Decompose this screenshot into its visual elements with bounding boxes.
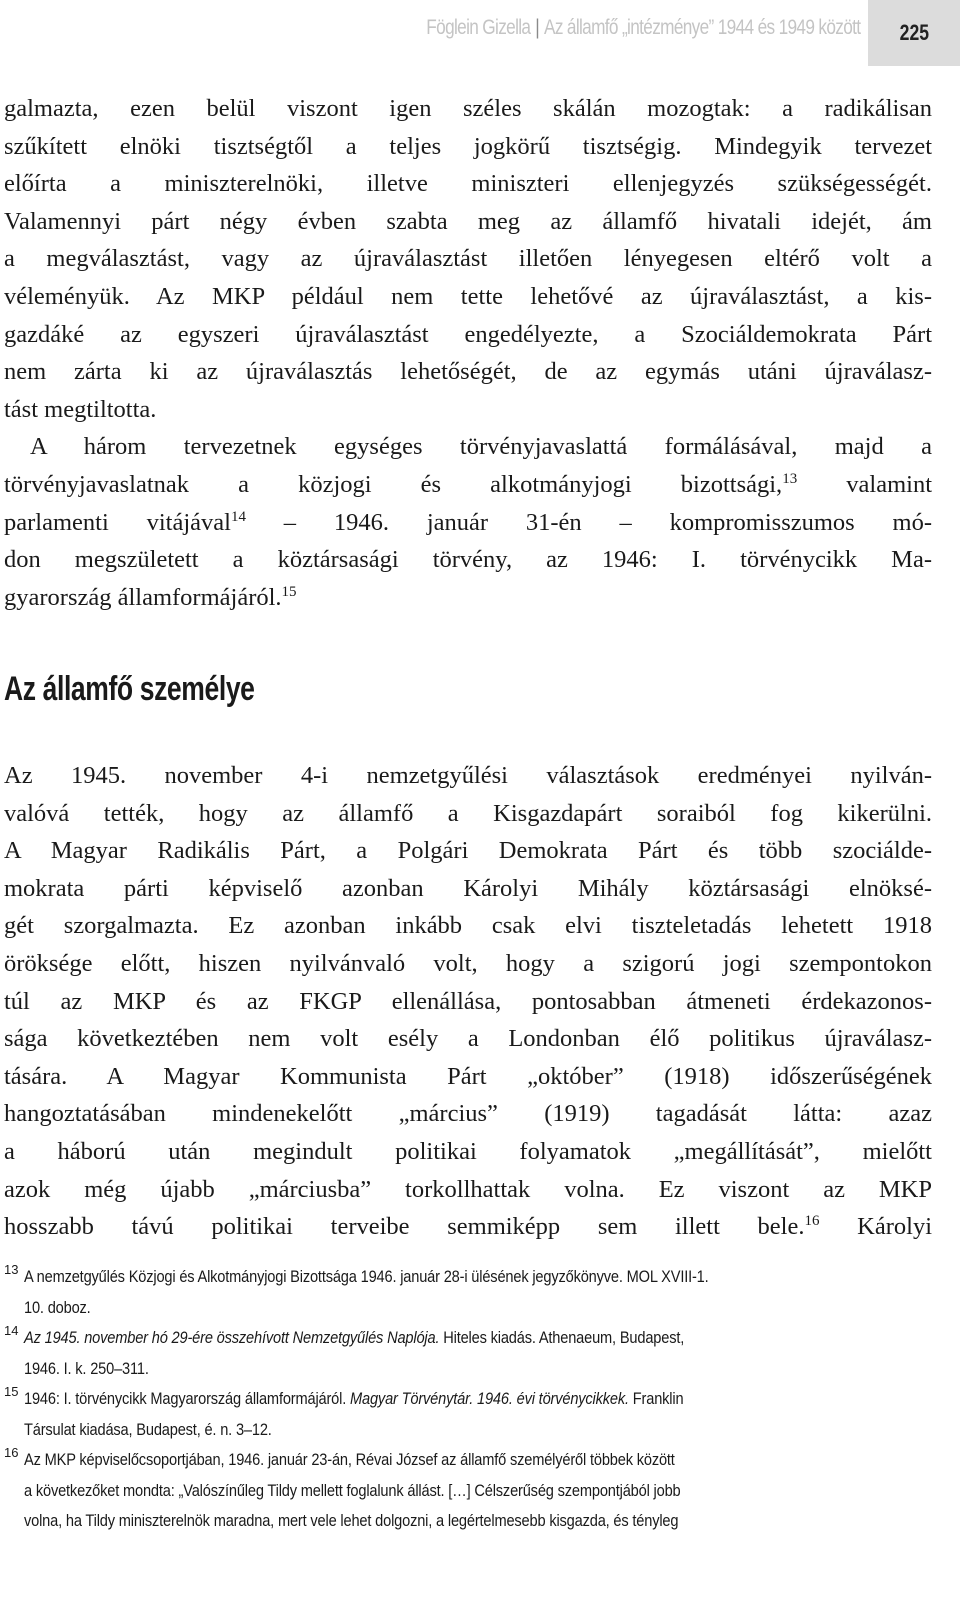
- footnote-16: [4, 1445, 938, 1537]
- text-line: A három tervezetnek egységes törvényjavaslattá formálásával, majd a: [30, 433, 932, 461]
- text-line: valóvá tették, hogy az államfő a Kisgazdapárt soraiból fog kikerülni.: [4, 799, 932, 827]
- text-segment: hosszabb távú politikai terveibe semmiképp sem illett bele.: [4, 1213, 805, 1241]
- text-line: gazdáké az egyszeri újraválasztást engedélyezte, a Szociáldemokrata Párt: [4, 320, 932, 348]
- text-segment: gyarország államformájáról.: [4, 583, 282, 611]
- page-number: 225: [899, 20, 929, 45]
- text-segment: valamint: [797, 470, 933, 498]
- footnote-line: Az MKP képviselőcsoportjában, 1946. január 23-án, Révai József az államfő személyéről többek között: [24, 1450, 675, 1469]
- footnote-line: a következőket mondta: „Valószínűleg Tildy mellett foglalunk állást. […] Célszerűség szempontjából jobb: [24, 1480, 681, 1500]
- footnote-ref-16[interactable]: 16: [804, 1213, 820, 1230]
- footnote-line: volna, ha Tildy miniszterelnök maradna, mert vele lehet dolgozni, a legértelmesebb kisgazda, és tényleg: [24, 1511, 679, 1530]
- footnote-number: 13: [4, 1262, 19, 1277]
- footnote-line: 10. doboz.: [24, 1297, 91, 1317]
- text-line: előírta a miniszterelnöki, illetve miniszteri ellenjegyzés szükségességét.: [4, 170, 932, 198]
- header-author: Föglein Gizella: [425, 16, 530, 39]
- footnote-line: Társulat kiadása, Budapest, é. n. 3–12.: [24, 1419, 272, 1439]
- footnote-15: [4, 1384, 938, 1445]
- text-line: tást megtiltotta.: [4, 395, 157, 423]
- page-number-box: [868, 0, 960, 66]
- footnote-14: [4, 1323, 938, 1384]
- paragraph-1: [4, 90, 932, 428]
- footnote-13: [4, 1262, 938, 1323]
- paragraph-2: [4, 428, 932, 616]
- text-line: Az 1945. november 4-i nemzetgyűlési választások eredményei nyilván-: [4, 762, 932, 789]
- footnote-text: Hiteles kiadás. Athenaeum, Budapest,: [439, 1328, 685, 1347]
- footnote-text: 1946: I. törvénycikk Magyarország államformájáról.: [24, 1389, 351, 1408]
- text-segment: parlamenti vitájával: [4, 508, 231, 536]
- footnote-number: 16: [4, 1445, 19, 1460]
- footnote-italic-title: Az 1945. november hó 29-ére összehívott Nemzetgyűlés Naplója.: [24, 1328, 440, 1347]
- text-line: [4, 1208, 932, 1246]
- text-line: sága következtében nem volt esély a Londonban élő politikus újraválasz-: [4, 1025, 932, 1053]
- text-line: öröksége előtt, hiszen nyilvánvaló volt, hogy a szigorú jogi szempontokon: [4, 949, 932, 977]
- text-line: a megválasztást, vagy az újraválasztást illetően lényegesen eltérő volt a: [4, 245, 932, 273]
- text-line: nem zárta ki az újraválasztás lehetőségét, de az egymás utáni újraválasz-: [4, 358, 932, 386]
- body-text-top: [4, 90, 932, 616]
- text-segment: törvényjavaslatnak a közjogi és alkotmányjogi bizottsági,: [4, 470, 783, 498]
- footnote-line: A nemzetgyűlés Közjogi és Alkotmányjogi Bizottsága 1946. január 28-i ülésének jegyzőkönyve. MOL XVIII-1.: [24, 1267, 709, 1286]
- text-line: gét szorgalmazta. Ez azonban inkább csak elvi tiszteletadás lehetett 1918: [4, 912, 932, 940]
- text-line: [4, 579, 932, 617]
- text-line: mokrata párti képviselő azonban Károlyi Mihály köztársasági elnöksé-: [4, 874, 932, 902]
- text-segment: – 1946. január 31-én – kompromisszumos mó-: [245, 508, 933, 536]
- header-title: Az államfő „intézménye” 1944 és 1949 között: [543, 16, 860, 39]
- text-line: don megszületett a köztársasági törvény, az 1946: I. törvénycikk Ma-: [4, 546, 932, 574]
- footnote-line: 1946. I. k. 250–311.: [24, 1358, 149, 1378]
- footnotes: [4, 1262, 938, 1537]
- text-line: tására. A Magyar Kommunista Párt „október” (1918) időszerűségének: [4, 1062, 932, 1090]
- text-line: túl az MKP és az FKGP ellenállása, pontosabban átmeneti érdekazonos-: [4, 987, 932, 1015]
- text-line: hangoztatásában mindenekelőtt „március” (1919) tagadását látta: azaz: [4, 1100, 932, 1128]
- text-line: [4, 504, 932, 542]
- footnote-number: 14: [4, 1323, 19, 1338]
- text-segment: Károlyi: [819, 1213, 933, 1241]
- text-line: véleményük. Az MKP például nem tette lehetővé az újraválasztást, a kis-: [4, 282, 932, 310]
- body-text-bottom: [4, 757, 932, 1246]
- text-line: [4, 466, 932, 504]
- text-line: a háború után megindult politikai folyamatok „megállítását”, mielőtt: [4, 1137, 932, 1165]
- footnote-text: Franklin: [628, 1389, 684, 1408]
- footnote-line: [24, 1323, 810, 1354]
- section-heading: Az államfő személye: [4, 670, 255, 708]
- running-head-text: [426, 16, 860, 40]
- text-line: azok még újabb „márciusba” torkollhattak volna. Ez viszont az MKP: [4, 1175, 932, 1203]
- paragraph-3: [4, 757, 932, 1246]
- footnote-line: [24, 1384, 810, 1415]
- footnote-italic-title: Magyar Törvénytár. 1946. évi törvénycikkek.: [350, 1389, 629, 1408]
- footnote-ref-14[interactable]: 14: [230, 508, 246, 525]
- text-line: Valamennyi párt négy évben szabta meg az államfő hivatali idejét, ám: [4, 207, 932, 235]
- running-header: [0, 0, 960, 66]
- footnote-ref-15[interactable]: 15: [281, 583, 297, 600]
- footnote-ref-13[interactable]: 13: [782, 470, 798, 487]
- footnote-number: 15: [4, 1384, 19, 1399]
- text-line: szűkített elnöki tisztségtől a teljes jogkörű tisztségig. Mindegyik tervezet: [4, 132, 932, 160]
- text-line: galmazta, ezen belül viszont igen széles skálán mozogtak: a radikálisan: [4, 95, 932, 122]
- text-line: A Magyar Radikális Párt, a Polgári Demokrata Párt és több szociálde-: [4, 837, 932, 865]
- header-separator: |: [534, 16, 539, 39]
